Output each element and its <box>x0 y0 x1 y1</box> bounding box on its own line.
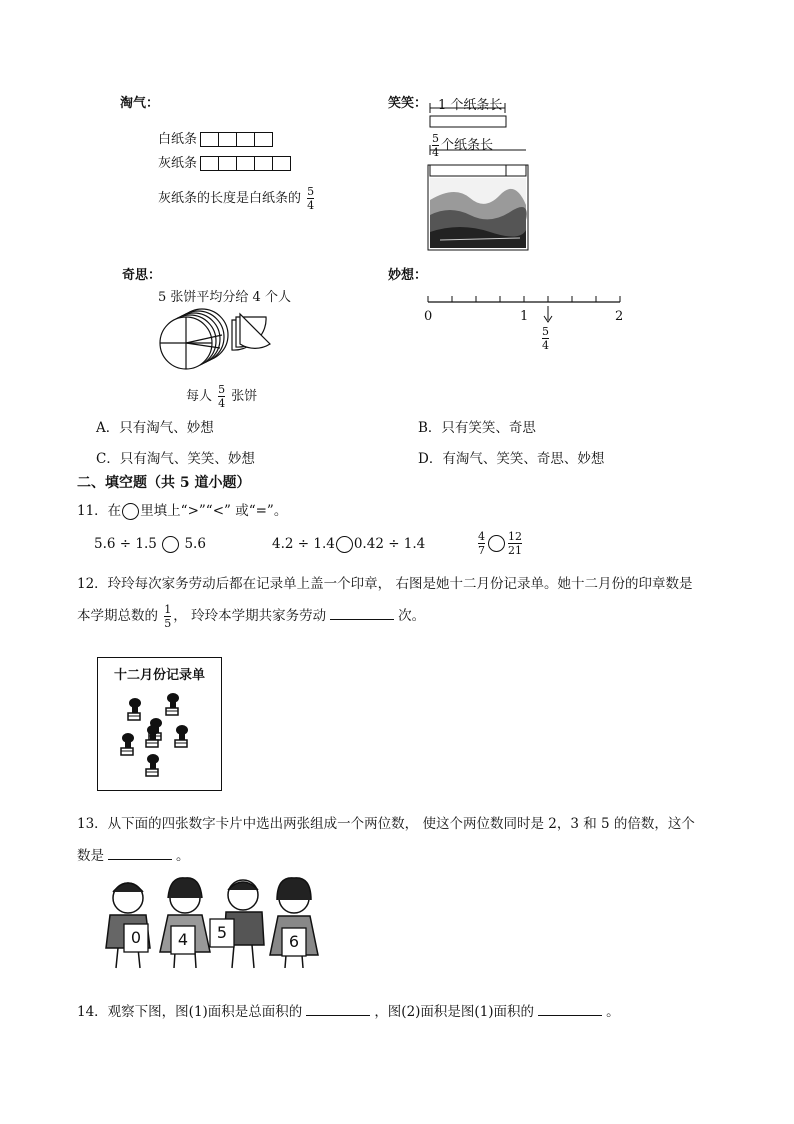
tick-label-1: 1 <box>520 309 529 324</box>
q11-e2-left: 4.2 ÷ 1.4 <box>272 536 335 552</box>
qisi-fraction: $\frac{5}{4}$ <box>218 383 226 410</box>
q13-line-1: 13．从下面的四张数字卡片中选出两张组成一个两位数， 使这个两位数同时是 2，3 和 5 的倍数，这个 <box>77 816 695 832</box>
miaoxiang-fraction: $\frac{5}{4}$ <box>542 325 549 352</box>
q13-line2-a: 数是 <box>77 848 104 864</box>
card-0-digit: 0 <box>130 928 142 947</box>
gray-strip-label: 灰纸条 <box>158 156 198 171</box>
taoqi-fraction: $\frac{5}{4}$ <box>307 185 315 212</box>
q14-text-b: ，图(2)面积是图(1)面积的 <box>374 1004 535 1020</box>
card-6-digit: 6 <box>288 932 300 951</box>
xiaoxiao-top-label: 1 个纸条长 <box>438 98 503 113</box>
q12-line-1: 12．玲玲每次家务劳动后都在记录单上盖一个印章， 右图是她十二月份记录单。她十二月份的印章数是 <box>77 576 693 592</box>
option-b[interactable]: B．只有笑笑、奇思 <box>418 420 536 436</box>
option-d[interactable]: D．有淘气、笑笑、奇思、妙想 <box>418 451 605 467</box>
miaoxiang-name: 妙想： <box>388 268 428 283</box>
q14-text-c: 。 <box>606 1004 620 1020</box>
qisi-caption: 5 张饼平均分给 4 个人 <box>158 290 291 305</box>
taoqi-name: 淘气： <box>120 96 160 111</box>
q12-fraction: $\frac{1}{5}$ <box>164 603 172 630</box>
qisi-result-prefix: 每人 <box>186 389 213 404</box>
qisi-name: 奇思： <box>122 268 162 283</box>
q12-line2-c: 次。 <box>398 608 426 624</box>
q12-line2-b: ， 玲玲本学期共家务劳动 <box>173 608 327 624</box>
q13-line2-b: 。 <box>176 848 190 864</box>
card-5-digit: 5 <box>216 923 228 942</box>
q11-stem-a: 11．在 <box>77 503 122 519</box>
section-heading: 二、填空题（共 5 道小题） <box>77 475 251 491</box>
xiaoxiao-fraction: $\frac{5}{4}$ <box>432 132 439 159</box>
q11-e2-right: 0.42 ÷ 1.4 <box>353 536 426 552</box>
q14-line <box>77 1000 620 1020</box>
q11-e1-right: 5.6 <box>184 536 206 552</box>
tick-label-0: 0 <box>424 309 433 324</box>
tick-label-2: 2 <box>615 309 624 324</box>
option-c[interactable]: C．只有淘气、笑笑、妙想 <box>96 451 255 467</box>
q14-answer-blank-2[interactable] <box>538 1003 602 1016</box>
qisi-result-suffix: 张饼 <box>231 389 258 404</box>
record-card-title: 十二月份记录单 <box>113 668 205 683</box>
option-a[interactable]: A．只有淘气、妙想 <box>96 420 214 436</box>
q12-line2-a: 本学期总数的 <box>77 608 158 624</box>
taoqi-statement-text: 灰纸条的长度是白纸条的 <box>158 191 302 206</box>
q14-text-a: 14．观察下图，图(1)面积是总面积的 <box>77 1004 303 1020</box>
xiaoxiao-name: 笑笑： <box>388 96 428 111</box>
xiaoxiao-bottom-text: 个纸条长 <box>441 138 494 153</box>
q11-e1-left: 5.6 ÷ 1.5 <box>94 536 157 552</box>
white-strip-label: 白纸条 <box>158 132 198 147</box>
q11-expr-3: $\frac{4}{7}$ $\frac{12}{21}$ <box>478 530 522 557</box>
card-4-digit: 4 <box>177 930 189 949</box>
q14-answer-blank-1[interactable] <box>306 1003 370 1016</box>
q11-stem-b: 里填上“>”“<” 或“=”。 <box>140 503 288 519</box>
